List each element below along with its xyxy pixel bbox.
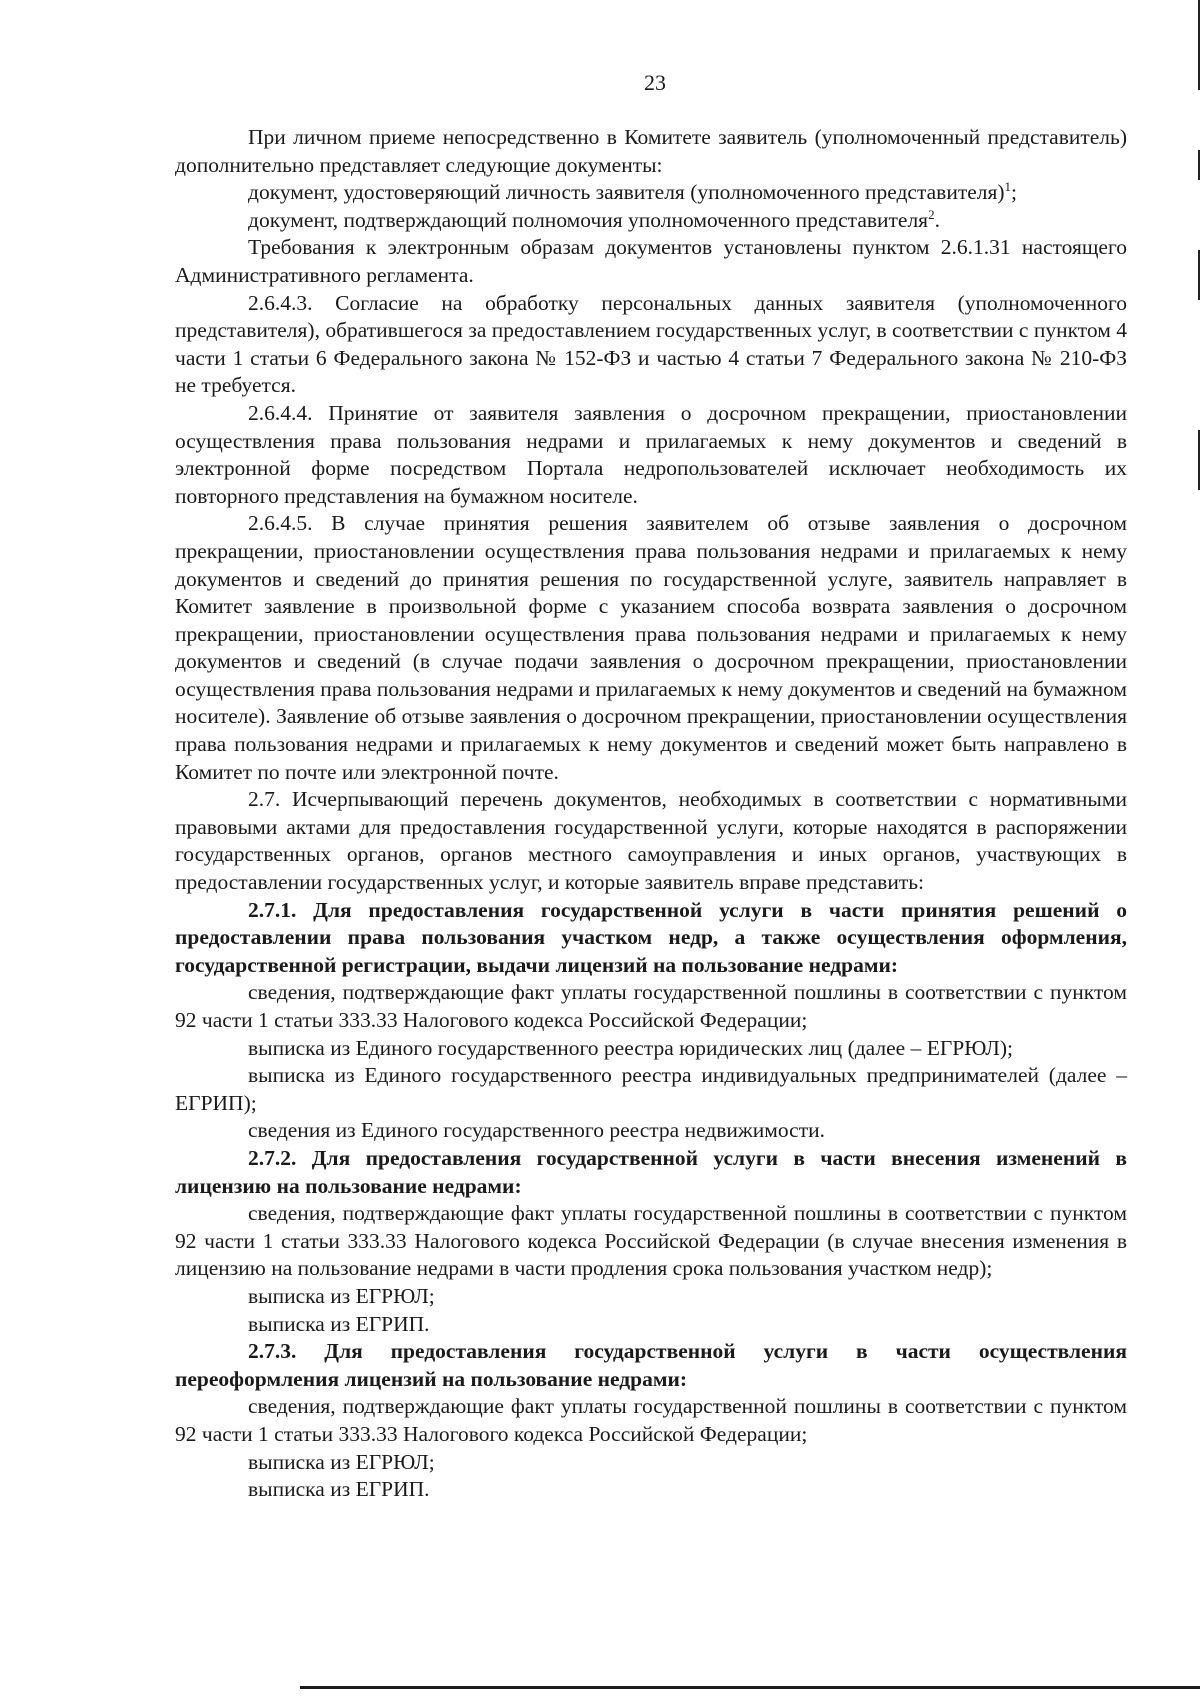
paragraph: Требования к электронным образам документов установлены пунктом 2.6.1.31 настоящего Административного регламента. bbox=[175, 235, 1127, 287]
paragraph: сведения, подтверждающие факт уплаты государственной пошлины в соответствии с пунктом 92 части 1 статьи 333.33 Налогового кодекса Российской Федерации; bbox=[175, 1394, 1127, 1446]
paragraph: 2.6.4.3. Согласие на обработку персональных данных заявителя (уполномоченного представителя), обратившегося за предоставлением государственных услуг, в соответствии с пунктом 4 части 1 статьи 6 Федерального закона № 152-ФЗ и частью 4 статьи 7 Федерального закона № 210-ФЗ не требуется. bbox=[175, 290, 1127, 398]
page-number: 23 bbox=[644, 70, 666, 95]
footnote-ref[interactable]: 2 bbox=[928, 206, 935, 222]
section-heading: 2.7.3. Для предоставления государственной услуги в части осуществления переоформления лицензий на пользование недрами: bbox=[175, 1339, 1127, 1391]
paragraph: сведения из Единого государственного реестра недвижимости. bbox=[248, 1118, 826, 1143]
section-heading: 2.7.1. Для предоставления государственной услуги в части принятия решений о предоставлении права пользования участком недр, а также осуществления оформления, государственной регистрации, выдачи лицензий на пользование недрами: bbox=[175, 897, 1127, 977]
paragraph: документ, удостоверяющий личность заявителя (уполномоченного представителя)$^1$; bbox=[248, 179, 1018, 205]
document-body bbox=[175, 124, 1127, 1504]
section-heading: 2.7.2. Для предоставления государственной услуги в части внесения изменений в лицензию на пользование недрами: bbox=[175, 1145, 1127, 1198]
footnote-ref[interactable]: 1 bbox=[1004, 179, 1012, 195]
paragraph: документ, подтверждающий полномочия уполномоченного представителя$^2$. bbox=[248, 206, 940, 232]
paragraph: сведения, подтверждающие факт уплаты государственной пошлины в соответствии с пунктом 92 части 1 статьи 333.33 Налогового кодекса Российской Федерации (в случае внесения изменения в лицензию на пользование недрами в части продления срока пользования участком недр); bbox=[175, 1201, 1127, 1281]
paragraph: выписка из ЕГРИП. bbox=[248, 1311, 430, 1336]
paragraph: выписка из ЕГРИП. bbox=[248, 1477, 430, 1502]
paragraph: выписка из ЕГРЮЛ; bbox=[248, 1449, 435, 1474]
paragraph: выписка из Единого государственного реестра индивидуальных предпринимателей (далее – ЕГРИП); bbox=[175, 1063, 1127, 1115]
bottom-rule bbox=[300, 1686, 1200, 1689]
paragraph: сведения, подтверждающие факт уплаты государственной пошлины в соответствии с пунктом 92 части 1 статьи 333.33 Налогового кодекса Российской Федерации; bbox=[175, 980, 1127, 1032]
paragraph: При личном приеме непосредственно в Комитете заявитель (уполномоченный представитель) дополнительно представляет следующие документы: bbox=[175, 125, 1127, 177]
paragraph: 2.6.4.4. Принятие от заявителя заявления о досрочном прекращении, приостановлении осуществления права пользования недрами и прилагаемых к нему документов и сведений в электронной форме посредством Портала недропользователей исключает необходимость их повторного представления на бумажном носителе. bbox=[175, 400, 1127, 508]
paragraph: 2.7. Исчерпывающий перечень документов, необходимых в соответствии с нормативными правовыми актами для предоставления государственной услуги, которые находятся в распоряжении государственных органов, органов местного самоуправления и иных органов, участвующих в предоставлении государственных услуг, и которые заявитель вправе представить: bbox=[175, 787, 1127, 895]
paragraph: выписка из Единого государственного реестра юридических лиц (далее – ЕГРЮЛ); bbox=[248, 1035, 1013, 1060]
paragraph: 2.6.4.5. В случае принятия решения заявителем об отзыве заявления о досрочном прекращении, приостановлении осуществления права пользования недрами и прилагаемых к нему документов и сведений до принятия решения по государственной услуге, заявитель направляет в Комитет заявление в произвольной форме с указанием способа возврата заявления о досрочном прекращении, приостановлении осуществления права пользования недрами и прилагаемых к нему документов и сведений (в случае подачи заявления о досрочном прекращении, приостановлении осуществления права пользования недрами и прилагаемых к нему документов и сведений на бумажном носителе). Заявление об отзыве заявления о досрочном прекращении, приостановлении осуществления права пользования недрами и прилагаемых к нему документов и сведений может быть направлено в Комитет по почте или электронной почте. bbox=[175, 511, 1127, 784]
paragraph: выписка из ЕГРЮЛ; bbox=[248, 1283, 435, 1308]
